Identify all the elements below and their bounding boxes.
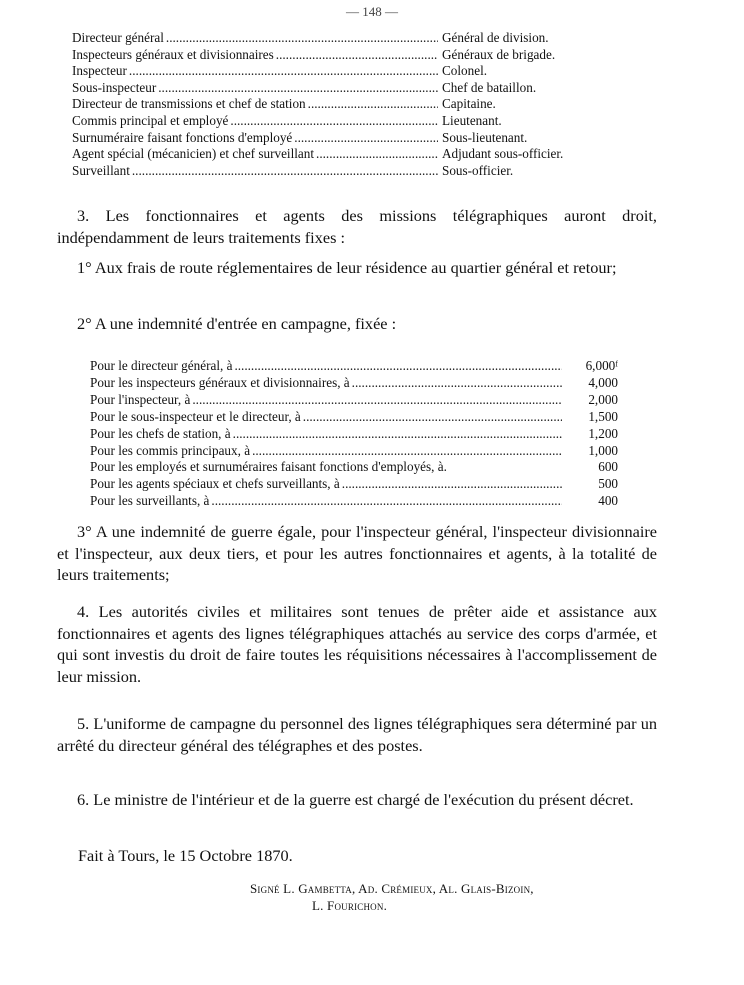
rank-row	[72, 63, 632, 80]
date-line: Fait à Tours, le 15 Octobre 1870.	[78, 846, 293, 865]
indemnity-label: Pour les employés et surnuméraires faisant fonctions d'employés, à.	[90, 459, 447, 475]
indemnity-amount: 4,000	[588, 374, 618, 390]
indemnity-amount: 2,000	[588, 391, 618, 407]
indemnity-amount: 600	[598, 459, 618, 475]
article-5: 5. L'uniforme de campagne du personnel des lignes télégraphiques sera déterminé par un arrêté du directeur général des télégraphes et des postes.	[57, 714, 657, 755]
indemnity-row	[90, 358, 618, 375]
military-rank: Généraux de brigade.	[442, 46, 556, 62]
function-label: Directeur de transmissions et chef de station	[72, 96, 306, 112]
indemnity-amount: 500	[598, 476, 618, 492]
military-rank: Général de division.	[442, 30, 549, 45]
indemnity-amount: 1,200	[588, 425, 618, 441]
indemnity-row	[90, 443, 618, 460]
rank-row	[72, 96, 632, 113]
function-label: Directeur général	[72, 30, 164, 45]
function-label: Inspecteur	[72, 63, 127, 79]
signature-line-2: L. Fourichon.	[312, 898, 388, 913]
indemnity-table	[90, 358, 618, 510]
article-4: 4. Les autorités civiles et militaires sont tenues de prêter aide et assistance aux fonctionnaires et agents des lignes télégraphiques attachés au service des corps d'armée, et qui sont investis du droit de faire toutes les réquisitions nécessaires à l'accomplissement de leur mission.	[57, 602, 657, 686]
rank-row	[72, 113, 632, 130]
military-rank: Sous-officier.	[442, 162, 514, 178]
article-3-item-1: 1° Aux frais de route réglementaires de leur résidence au quartier général et retour;	[77, 258, 617, 277]
indemnity-row	[90, 426, 618, 443]
article-3-intro: 3. Les fonctionnaires et agents des missions télégraphiques auront droit, indépendamment de leurs traitements fixes :	[57, 206, 657, 247]
indemnity-row	[90, 409, 618, 426]
rank-row	[72, 130, 632, 147]
indemnity-label: Pour le directeur général, à	[90, 358, 233, 373]
indemnity-label: Pour les commis principaux, à	[90, 442, 251, 458]
indemnity-amount: 1,000	[588, 442, 618, 458]
indemnity-row	[90, 493, 618, 510]
rank-row	[72, 80, 632, 97]
indemnity-label: Pour les agents spéciaux et chefs surveillants, à	[90, 476, 340, 492]
function-label: Agent spécial (mécanicien) et chef surveillant	[72, 146, 315, 162]
military-rank: Adjudant sous-officier.	[442, 146, 564, 162]
indemnity-row	[90, 392, 618, 409]
military-rank: Capitaine.	[442, 96, 496, 112]
indemnity-label: Pour les chefs de station, à	[90, 425, 231, 441]
rank-row	[72, 146, 632, 163]
rank-row	[72, 30, 632, 47]
indemnity-row	[90, 459, 618, 476]
rank-equivalence-table	[72, 30, 632, 179]
function-label: Surveillant	[72, 162, 130, 178]
indemnity-label: Pour le sous-inspecteur et le directeur, à	[90, 408, 301, 424]
military-rank: Sous-lieutenant.	[442, 129, 528, 145]
indemnity-label: Pour les surveillants, à	[90, 493, 210, 509]
indemnity-label: Pour les inspecteurs généraux et divisionnaires, à	[90, 374, 350, 390]
indemnity-amount: 400	[598, 493, 618, 509]
function-label: Surnuméraire faisant fonctions d'employé	[72, 129, 293, 145]
article-6: 6. Le ministre de l'intérieur et de la guerre est chargé de l'exécution du présent décret.	[77, 790, 634, 809]
indemnity-amount: 6,000ᶠ	[585, 358, 618, 373]
indemnity-amount: 1,500	[588, 408, 618, 424]
indemnity-row	[90, 375, 618, 392]
page-number: — 148 —	[346, 4, 398, 19]
military-rank: Colonel.	[442, 63, 488, 79]
signature-line-1: Signé L. Gambetta, Ad. Crémieux, Al. Glais-Bizoin,	[250, 881, 534, 896]
function-label: Inspecteurs généraux et divisionnaires	[72, 46, 274, 62]
rank-row	[72, 163, 632, 180]
military-rank: Lieutenant.	[442, 112, 502, 128]
rank-row	[72, 47, 632, 64]
military-rank: Chef de bataillon.	[442, 79, 537, 95]
function-label: Sous-inspecteur	[72, 79, 157, 95]
article-3-item-3: 3° A une indemnité de guerre égale, pour l'inspecteur général, l'inspecteur divisionnaire et l'inspecteur, aux deux tiers, et pour les autres fonctionnaires et agents, à la totalité de leurs traitements;	[57, 522, 657, 584]
function-label: Commis principal et employé	[72, 112, 229, 128]
article-3-item-2: 2° A une indemnité d'entrée en campagne, fixée :	[77, 314, 397, 333]
signatures	[250, 880, 670, 914]
indemnity-label: Pour l'inspecteur, à	[90, 391, 191, 407]
indemnity-row	[90, 476, 618, 493]
